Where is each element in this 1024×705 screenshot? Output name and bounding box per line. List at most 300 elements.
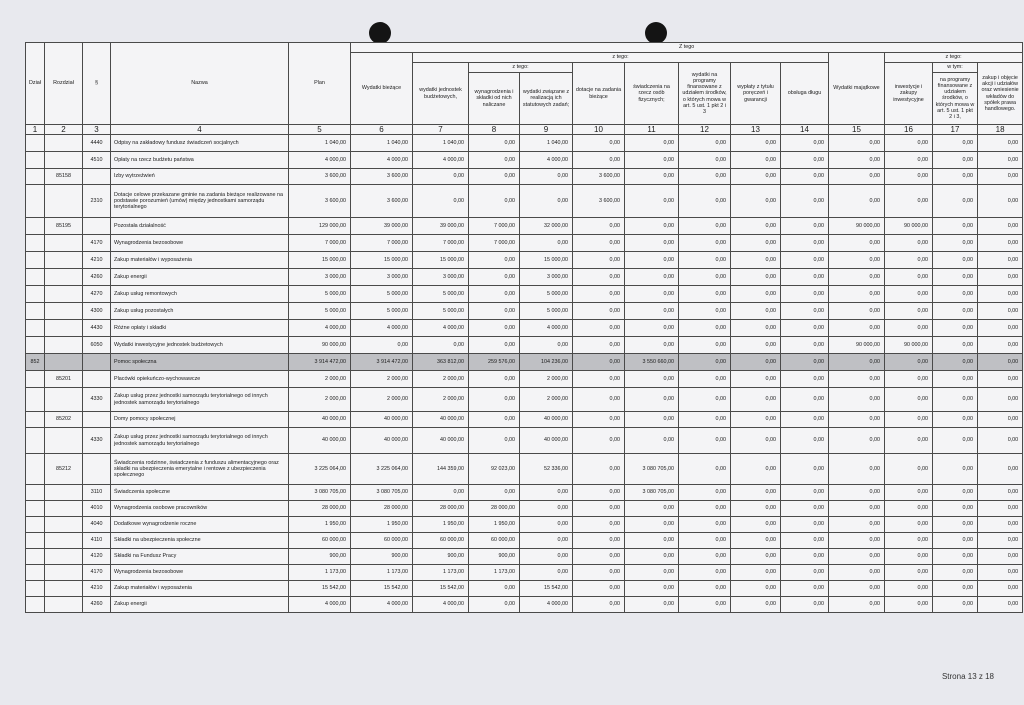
cell-value: 5 000,00 bbox=[520, 303, 573, 320]
cell-value: 0,00 bbox=[829, 169, 885, 185]
cell-value: 3 225 064,00 bbox=[351, 454, 413, 485]
cell-value: 7 000,00 bbox=[413, 235, 469, 252]
cell-rozdzial bbox=[45, 517, 83, 533]
cell-value: 0,00 bbox=[978, 371, 1023, 388]
table-row bbox=[26, 218, 1023, 235]
cell-name: Domy pomocy społecznej bbox=[111, 412, 289, 428]
cell-value: 0,00 bbox=[933, 388, 978, 412]
cell-value: 7 000,00 bbox=[469, 218, 520, 235]
cell-rozdzial bbox=[45, 135, 83, 152]
cell-value: 4 000,00 bbox=[413, 152, 469, 169]
cell-value: 2 000,00 bbox=[413, 388, 469, 412]
cell-value: 0,00 bbox=[679, 235, 731, 252]
cell-name: Opłaty na rzecz budżetu państwa bbox=[111, 152, 289, 169]
cell-value: 0,00 bbox=[933, 135, 978, 152]
header-z-tego-jednostek: z tego: bbox=[469, 63, 573, 73]
cell-name: Odpisy na zakładowy fundusz świadczeń socjalnych bbox=[111, 135, 289, 152]
cell-name: Zakup materiałów i wyposażenia bbox=[111, 252, 289, 269]
cell-value: 0,00 bbox=[829, 135, 885, 152]
cell-value: 40 000,00 bbox=[413, 428, 469, 454]
cell-value: 0,00 bbox=[829, 252, 885, 269]
cell-value: 0,00 bbox=[731, 517, 781, 533]
cell-value: 0,00 bbox=[978, 135, 1023, 152]
cell-value: 39 000,00 bbox=[413, 218, 469, 235]
cell-value: 0,00 bbox=[573, 303, 625, 320]
column-number: 9 bbox=[520, 125, 573, 135]
cell-value: 0,00 bbox=[679, 337, 731, 354]
cell-value: 0,00 bbox=[573, 597, 625, 613]
table-body bbox=[26, 135, 1023, 613]
cell-value: 0,00 bbox=[885, 549, 933, 565]
cell-rozdzial bbox=[45, 597, 83, 613]
cell-value: 0,00 bbox=[413, 169, 469, 185]
cell-value: 0,00 bbox=[829, 517, 885, 533]
cell-rozdzial bbox=[45, 354, 83, 371]
cell-value: 0,00 bbox=[781, 169, 829, 185]
cell-value: 0,00 bbox=[885, 135, 933, 152]
cell-value: 2 000,00 bbox=[351, 371, 413, 388]
cell-value: 0,00 bbox=[885, 454, 933, 485]
cell-rozdzial bbox=[45, 152, 83, 169]
header-nazwa: Nazwa bbox=[111, 43, 289, 125]
cell-value: 1 173,00 bbox=[469, 565, 520, 581]
cell-value: 0,00 bbox=[933, 533, 978, 549]
cell-value: 0,00 bbox=[885, 501, 933, 517]
cell-value: 0,00 bbox=[885, 565, 933, 581]
cell-value: 90 000,00 bbox=[289, 337, 351, 354]
cell-value: 0,00 bbox=[679, 412, 731, 428]
cell-value: 90 000,00 bbox=[885, 218, 933, 235]
cell-value: 0,00 bbox=[731, 235, 781, 252]
cell-value: 0,00 bbox=[933, 581, 978, 597]
cell-rozdzial bbox=[45, 286, 83, 303]
cell-value: 15 000,00 bbox=[351, 252, 413, 269]
cell-value: 0,00 bbox=[731, 354, 781, 371]
cell-value: 0,00 bbox=[679, 388, 731, 412]
cell-value: 0,00 bbox=[731, 303, 781, 320]
cell-dzial bbox=[26, 454, 45, 485]
cell-value: 0,00 bbox=[679, 218, 731, 235]
cell-value: 0,00 bbox=[781, 252, 829, 269]
cell-value: 0,00 bbox=[933, 501, 978, 517]
cell-value: 0,00 bbox=[978, 501, 1023, 517]
cell-value: 0,00 bbox=[933, 185, 978, 218]
cell-value: 5 000,00 bbox=[413, 303, 469, 320]
cell-value: 129 000,00 bbox=[289, 218, 351, 235]
cell-value: 40 000,00 bbox=[351, 428, 413, 454]
cell-value: 0,00 bbox=[520, 169, 573, 185]
cell-paragraf: 4330 bbox=[83, 428, 111, 454]
cell-value: 0,00 bbox=[885, 320, 933, 337]
cell-paragraf bbox=[83, 454, 111, 485]
cell-value: 3 000,00 bbox=[289, 269, 351, 286]
cell-name: Zakup materiałów i wyposażenia bbox=[111, 581, 289, 597]
column-number: 18 bbox=[978, 125, 1023, 135]
cell-value: 0,00 bbox=[625, 152, 679, 169]
cell-value: 0,00 bbox=[978, 533, 1023, 549]
cell-value: 0,00 bbox=[933, 428, 978, 454]
cell-rozdzial bbox=[45, 337, 83, 354]
cell-value: 0,00 bbox=[885, 581, 933, 597]
cell-value: 0,00 bbox=[885, 185, 933, 218]
cell-value: 0,00 bbox=[679, 501, 731, 517]
cell-value: 90 000,00 bbox=[885, 337, 933, 354]
cell-value: 28 000,00 bbox=[469, 501, 520, 517]
column-number: 1 bbox=[26, 125, 45, 135]
column-number: 12 bbox=[679, 125, 731, 135]
cell-value: 0,00 bbox=[781, 428, 829, 454]
cell-value: 60 000,00 bbox=[469, 533, 520, 549]
cell-value: 0,00 bbox=[573, 218, 625, 235]
cell-value: 0,00 bbox=[469, 412, 520, 428]
cell-value: 0,00 bbox=[885, 371, 933, 388]
cell-dzial: 852 bbox=[26, 354, 45, 371]
cell-value: 0,00 bbox=[885, 286, 933, 303]
cell-value: 4 000,00 bbox=[289, 597, 351, 613]
cell-value: 0,00 bbox=[731, 388, 781, 412]
cell-dzial bbox=[26, 286, 45, 303]
cell-value: 363 812,00 bbox=[413, 354, 469, 371]
cell-dzial bbox=[26, 269, 45, 286]
table-row bbox=[26, 152, 1023, 169]
header-wydatki-zwiazane: wydatki związane z realizacją ich statutowych zadań; bbox=[520, 73, 573, 125]
cell-value: 0,00 bbox=[978, 597, 1023, 613]
cell-rozdzial: 85195 bbox=[45, 218, 83, 235]
cell-value: 0,00 bbox=[573, 428, 625, 454]
cell-value: 0,00 bbox=[829, 152, 885, 169]
cell-value: 0,00 bbox=[731, 286, 781, 303]
cell-paragraf: 4300 bbox=[83, 303, 111, 320]
cell-value: 0,00 bbox=[781, 218, 829, 235]
cell-value: 0,00 bbox=[679, 428, 731, 454]
column-number-row bbox=[26, 125, 1023, 135]
table-row bbox=[26, 501, 1023, 517]
cell-value: 0,00 bbox=[885, 597, 933, 613]
cell-value: 0,00 bbox=[679, 185, 731, 218]
column-number: 8 bbox=[469, 125, 520, 135]
header-z-tego-top: Z tego bbox=[351, 43, 1023, 53]
cell-value: 0,00 bbox=[933, 454, 978, 485]
cell-paragraf: 4210 bbox=[83, 581, 111, 597]
cell-value: 0,00 bbox=[679, 549, 731, 565]
cell-value: 0,00 bbox=[625, 565, 679, 581]
cell-name: Świadczenia rodzinne, świadczenia z funduszu alimentacyjnego oraz składki na ubezpieczenia emerytalne i rentowe z ubezpieczenia społecznego bbox=[111, 454, 289, 485]
cell-value: 0,00 bbox=[829, 286, 885, 303]
cell-value: 0,00 bbox=[829, 597, 885, 613]
cell-rozdzial bbox=[45, 235, 83, 252]
cell-value: 104 236,00 bbox=[520, 354, 573, 371]
cell-value: 3 600,00 bbox=[289, 185, 351, 218]
header-wynagrodzenia: wynagrodzenia i składki od nich naliczane bbox=[469, 73, 520, 125]
cell-value: 0,00 bbox=[625, 185, 679, 218]
cell-value: 0,00 bbox=[679, 597, 731, 613]
cell-value: 0,00 bbox=[978, 412, 1023, 428]
cell-value: 0,00 bbox=[625, 517, 679, 533]
cell-value: 0,00 bbox=[933, 485, 978, 501]
cell-value: 0,00 bbox=[469, 303, 520, 320]
column-number: 3 bbox=[83, 125, 111, 135]
cell-value: 0,00 bbox=[625, 269, 679, 286]
cell-value: 0,00 bbox=[625, 533, 679, 549]
cell-value: 0,00 bbox=[885, 412, 933, 428]
cell-value: 4 000,00 bbox=[520, 152, 573, 169]
cell-value: 40 000,00 bbox=[520, 428, 573, 454]
cell-paragraf: 4010 bbox=[83, 501, 111, 517]
cell-value: 0,00 bbox=[731, 597, 781, 613]
cell-value: 0,00 bbox=[781, 454, 829, 485]
cell-value: 5 000,00 bbox=[351, 286, 413, 303]
cell-paragraf: 4430 bbox=[83, 320, 111, 337]
table-row bbox=[26, 597, 1023, 613]
table-row bbox=[26, 235, 1023, 252]
cell-dzial bbox=[26, 428, 45, 454]
cell-value: 0,00 bbox=[829, 185, 885, 218]
cell-dzial bbox=[26, 581, 45, 597]
cell-value: 3 550 660,00 bbox=[625, 354, 679, 371]
cell-name: Wynagrodzenia osobowe pracowników bbox=[111, 501, 289, 517]
table-row bbox=[26, 517, 1023, 533]
cell-name: Zakup usług przez jednostki samorządu terytorialnego od innych jednostek samorządu terytorialnego bbox=[111, 428, 289, 454]
cell-value: 0,00 bbox=[885, 517, 933, 533]
cell-value: 0,00 bbox=[978, 303, 1023, 320]
cell-value: 0,00 bbox=[885, 235, 933, 252]
table-row bbox=[26, 269, 1023, 286]
cell-value: 0,00 bbox=[933, 565, 978, 581]
cell-name: Wydatki inwestycyjne jednostek budżetowych bbox=[111, 337, 289, 354]
column-number: 2 bbox=[45, 125, 83, 135]
cell-value: 0,00 bbox=[573, 501, 625, 517]
cell-value: 0,00 bbox=[933, 597, 978, 613]
cell-value: 3 080 705,00 bbox=[625, 485, 679, 501]
cell-value: 0,00 bbox=[885, 152, 933, 169]
cell-value: 0,00 bbox=[679, 269, 731, 286]
cell-value: 0,00 bbox=[625, 371, 679, 388]
cell-value: 0,00 bbox=[885, 388, 933, 412]
cell-name: Izby wytrzeźwień bbox=[111, 169, 289, 185]
cell-value: 0,00 bbox=[679, 533, 731, 549]
cell-value: 28 000,00 bbox=[289, 501, 351, 517]
cell-paragraf: 4170 bbox=[83, 235, 111, 252]
cell-value: 0,00 bbox=[978, 485, 1023, 501]
cell-value: 7 000,00 bbox=[289, 235, 351, 252]
table-row bbox=[26, 388, 1023, 412]
cell-dzial bbox=[26, 169, 45, 185]
cell-value: 1 040,00 bbox=[351, 135, 413, 152]
cell-value: 4 000,00 bbox=[289, 320, 351, 337]
cell-paragraf bbox=[83, 354, 111, 371]
cell-paragraf: 4330 bbox=[83, 388, 111, 412]
cell-dzial bbox=[26, 549, 45, 565]
cell-value: 0,00 bbox=[829, 235, 885, 252]
cell-value: 2 000,00 bbox=[520, 371, 573, 388]
header-rozdzial: Rozdział bbox=[45, 43, 83, 125]
cell-value: 900,00 bbox=[289, 549, 351, 565]
cell-paragraf bbox=[83, 412, 111, 428]
cell-value: 0,00 bbox=[679, 485, 731, 501]
cell-value: 0,00 bbox=[625, 597, 679, 613]
cell-value: 0,00 bbox=[781, 533, 829, 549]
cell-value: 3 080 705,00 bbox=[289, 485, 351, 501]
cell-value: 0,00 bbox=[933, 235, 978, 252]
cell-value: 0,00 bbox=[933, 517, 978, 533]
cell-value: 4 000,00 bbox=[520, 597, 573, 613]
cell-value: 0,00 bbox=[978, 185, 1023, 218]
header-wydatki-biezace: Wydatki bieżące bbox=[351, 53, 413, 125]
cell-rozdzial bbox=[45, 533, 83, 549]
cell-value: 3 600,00 bbox=[289, 169, 351, 185]
cell-dzial bbox=[26, 533, 45, 549]
cell-value: 92 023,00 bbox=[469, 454, 520, 485]
cell-value: 0,00 bbox=[469, 286, 520, 303]
cell-value: 0,00 bbox=[625, 501, 679, 517]
cell-value: 0,00 bbox=[885, 252, 933, 269]
cell-value: 15 542,00 bbox=[413, 581, 469, 597]
cell-value: 40 000,00 bbox=[413, 412, 469, 428]
cell-rozdzial bbox=[45, 185, 83, 218]
cell-value: 0,00 bbox=[978, 269, 1023, 286]
cell-rozdzial: 85212 bbox=[45, 454, 83, 485]
column-number: 10 bbox=[573, 125, 625, 135]
cell-value: 0,00 bbox=[978, 549, 1023, 565]
cell-value: 0,00 bbox=[731, 371, 781, 388]
cell-value: 0,00 bbox=[520, 235, 573, 252]
cell-name: Zakup energii bbox=[111, 269, 289, 286]
header-wyplaty: wypłaty z tytułu poręczeń i gwarancji bbox=[731, 63, 781, 125]
cell-value: 0,00 bbox=[413, 337, 469, 354]
cell-value: 0,00 bbox=[829, 269, 885, 286]
cell-value: 52 336,00 bbox=[520, 454, 573, 485]
cell-value: 0,00 bbox=[469, 485, 520, 501]
cell-value: 259 576,00 bbox=[469, 354, 520, 371]
cell-value: 0,00 bbox=[781, 485, 829, 501]
cell-value: 0,00 bbox=[829, 371, 885, 388]
cell-value: 0,00 bbox=[829, 565, 885, 581]
cell-value: 0,00 bbox=[978, 428, 1023, 454]
cell-paragraf: 4260 bbox=[83, 597, 111, 613]
cell-rozdzial: 85201 bbox=[45, 371, 83, 388]
cell-name: Zakup usług przez jednostki samorządu terytorialnego od innych jednostek samorządu terytorialnego bbox=[111, 388, 289, 412]
cell-value: 0,00 bbox=[469, 581, 520, 597]
cell-name: Wynagrodzenia bezosobowe bbox=[111, 565, 289, 581]
cell-value: 1 950,00 bbox=[413, 517, 469, 533]
cell-value: 0,00 bbox=[625, 320, 679, 337]
cell-value: 0,00 bbox=[625, 235, 679, 252]
column-number: 14 bbox=[781, 125, 829, 135]
cell-value: 0,00 bbox=[731, 252, 781, 269]
cell-paragraf bbox=[83, 169, 111, 185]
cell-value: 1 040,00 bbox=[520, 135, 573, 152]
cell-value: 0,00 bbox=[573, 517, 625, 533]
cell-value: 0,00 bbox=[413, 185, 469, 218]
cell-value: 0,00 bbox=[978, 388, 1023, 412]
cell-value: 0,00 bbox=[573, 533, 625, 549]
cell-value: 3 080 705,00 bbox=[351, 485, 413, 501]
cell-value: 0,00 bbox=[469, 337, 520, 354]
cell-value: 3 914 472,00 bbox=[351, 354, 413, 371]
cell-rozdzial bbox=[45, 320, 83, 337]
budget-table bbox=[25, 42, 1023, 613]
table-row bbox=[26, 354, 1023, 371]
cell-value: 0,00 bbox=[573, 454, 625, 485]
cell-paragraf: 4210 bbox=[83, 252, 111, 269]
cell-value: 0,00 bbox=[679, 517, 731, 533]
cell-value: 0,00 bbox=[469, 320, 520, 337]
cell-value: 0,00 bbox=[625, 581, 679, 597]
cell-rozdzial bbox=[45, 549, 83, 565]
cell-value: 2 000,00 bbox=[413, 371, 469, 388]
cell-name: Pomoc społeczna bbox=[111, 354, 289, 371]
cell-value: 5 000,00 bbox=[289, 303, 351, 320]
cell-value: 0,00 bbox=[679, 354, 731, 371]
cell-value: 0,00 bbox=[413, 485, 469, 501]
cell-value: 0,00 bbox=[469, 135, 520, 152]
column-number: 11 bbox=[625, 125, 679, 135]
cell-value: 5 000,00 bbox=[351, 303, 413, 320]
cell-value: 15 000,00 bbox=[520, 252, 573, 269]
cell-value: 40 000,00 bbox=[520, 412, 573, 428]
cell-value: 2 000,00 bbox=[351, 388, 413, 412]
cell-value: 5 000,00 bbox=[289, 286, 351, 303]
cell-dzial bbox=[26, 388, 45, 412]
cell-value: 0,00 bbox=[781, 597, 829, 613]
cell-value: 3 600,00 bbox=[573, 185, 625, 218]
table-row bbox=[26, 371, 1023, 388]
column-number: 16 bbox=[885, 125, 933, 135]
cell-value: 0,00 bbox=[781, 501, 829, 517]
cell-value: 15 542,00 bbox=[289, 581, 351, 597]
cell-value: 3 600,00 bbox=[573, 169, 625, 185]
cell-value: 0,00 bbox=[781, 320, 829, 337]
cell-dzial bbox=[26, 152, 45, 169]
cell-value: 60 000,00 bbox=[289, 533, 351, 549]
cell-value: 0,00 bbox=[978, 354, 1023, 371]
table-row bbox=[26, 454, 1023, 485]
cell-value: 15 000,00 bbox=[289, 252, 351, 269]
cell-value: 0,00 bbox=[469, 252, 520, 269]
cell-value: 3 080 705,00 bbox=[625, 454, 679, 485]
cell-value: 4 000,00 bbox=[413, 320, 469, 337]
cell-value: 900,00 bbox=[469, 549, 520, 565]
cell-value: 5 000,00 bbox=[520, 286, 573, 303]
cell-name: Składki na Fundusz Pracy bbox=[111, 549, 289, 565]
cell-dzial bbox=[26, 371, 45, 388]
cell-value: 0,00 bbox=[520, 485, 573, 501]
punch-hole-right bbox=[645, 22, 667, 44]
cell-paragraf bbox=[83, 371, 111, 388]
cell-value: 0,00 bbox=[520, 533, 573, 549]
cell-name: Świadczenia społeczne bbox=[111, 485, 289, 501]
cell-value: 0,00 bbox=[731, 218, 781, 235]
cell-rozdzial bbox=[45, 252, 83, 269]
column-number: 5 bbox=[289, 125, 351, 135]
cell-name: Różne opłaty i składki bbox=[111, 320, 289, 337]
cell-value: 0,00 bbox=[781, 581, 829, 597]
cell-value: 0,00 bbox=[829, 354, 885, 371]
cell-value: 0,00 bbox=[978, 565, 1023, 581]
cell-value: 0,00 bbox=[829, 412, 885, 428]
cell-value: 0,00 bbox=[731, 169, 781, 185]
column-number: 7 bbox=[413, 125, 469, 135]
cell-value: 39 000,00 bbox=[351, 218, 413, 235]
cell-value: 2 000,00 bbox=[520, 388, 573, 412]
cell-value: 0,00 bbox=[829, 388, 885, 412]
cell-dzial bbox=[26, 252, 45, 269]
cell-name: Zakup usług pozostałych bbox=[111, 303, 289, 320]
cell-value: 0,00 bbox=[625, 428, 679, 454]
cell-value: 0,00 bbox=[885, 303, 933, 320]
table-row bbox=[26, 533, 1023, 549]
table-row bbox=[26, 428, 1023, 454]
